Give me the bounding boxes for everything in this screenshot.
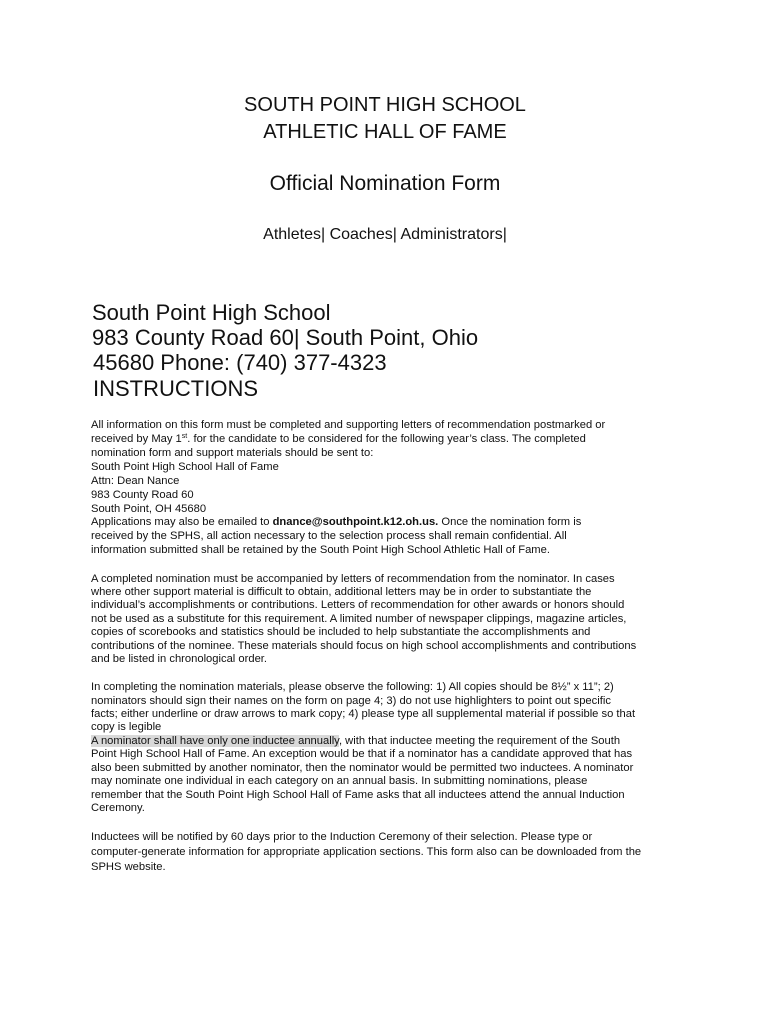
mailing-attn: Attn: Dean Nance (91, 475, 180, 487)
p2-line: individual’s accomplishments or contributions. Letters of recommendation for other awards or honors should (91, 599, 625, 611)
p2-line: contributions of the nominee. These materials should focus on high school accomplishments and contributions (91, 640, 637, 652)
p2-line: A completed nomination must be accompanied by letters of recommendation from the nominator. In cases (91, 573, 615, 585)
address-street: 983 County Road 60| South Point, Ohio (92, 325, 479, 350)
email-address-link[interactable]: dnance@southpoint.k12.oh.us. (272, 516, 439, 528)
p3-line-highlight (91, 734, 620, 748)
hall-of-fame-title: ATHLETIC HALL OF FAME (263, 121, 507, 143)
address-school-name: South Point High School (92, 300, 331, 325)
p1-line: All information on this form must be completed and supporting letters of recommendation postmarked or (91, 419, 606, 431)
nominee-categories: Athletes| Coaches| Administrators| (263, 226, 507, 243)
highlighted-rule: A nominator shall have only one inductee annually (91, 735, 339, 747)
p3-line: also been submitted by another nominator, then the nominator would be permitted two inductees. A nominator (91, 762, 634, 774)
p1-line: nomination form and support materials should be sent to: (91, 447, 374, 459)
p1-line: received by the SPHS, all action necessary to the selection process shall remain confidential. All (91, 530, 567, 542)
school-title: SOUTH POINT HIGH SCHOOL (244, 94, 526, 116)
mailing-city: South Point, OH 45680 (91, 503, 207, 515)
p2-line: and be listed in chronological order. (91, 653, 268, 665)
p1-line-deadline (91, 432, 586, 446)
p1-deadline-sup: st (181, 433, 188, 440)
p3-line: remember that the South Point High School Hall of Fame asks that all inductees attend the annual Induction (91, 789, 625, 801)
p3-line: In completing the nomination materials, please observe the following: 1) All copies should be 8½” x 11”; 2) (91, 681, 614, 693)
rule-post: , with that inductee meeting the requirement of the South (338, 735, 621, 747)
p2-line: copies of scorebooks and statistics should be included to help substantiate the accomplishments and (91, 626, 591, 638)
p1-line: information submitted shall be retained by the South Point High School Athletic Hall of Fame. (91, 544, 550, 556)
instructions-heading: INSTRUCTIONS (93, 376, 258, 401)
p4-line: computer-generate information for appropriate application sections. This form also can be downloaded from the (91, 846, 642, 858)
p3-line: Ceremony. (91, 802, 145, 814)
p3-line: copy is legible (91, 721, 162, 733)
p2-line: not be used as a substitute for this requirement. A limited number of newspaper clippings, magazine articles, (91, 613, 627, 625)
p1-deadline-post: . for the candidate to be considered for the following year’s class. The completed (187, 433, 586, 445)
email-post: Once the nomination form is (438, 516, 582, 528)
p1-line-email (91, 515, 581, 529)
p4-line: Inductees will be notified by 60 days prior to the Induction Ceremony of their selection. Please type or (91, 831, 593, 843)
p2-line: where other support material is difficult to obtain, additional letters may be in order to substantiate the (91, 586, 592, 598)
form-title: Official Nomination Form (269, 172, 501, 195)
p3-line: may nominate one individual in each category on an annual basis. In submitting nominations, please (91, 775, 588, 787)
p3-line: Point High School Hall of Fame. An exception would be that if a nominator has a candidate approved that has (91, 748, 633, 760)
mailing-street: 983 County Road 60 (91, 489, 194, 501)
address-zip-phone: 45680 Phone: (740) 377-4323 (93, 350, 387, 375)
p3-line: facts; either underline or draw arrows to mark copy; 4) please type all supplemental material if possible so that (91, 708, 636, 720)
p4-line: SPHS website. (91, 861, 166, 873)
p1-deadline-text: received by May 1 (91, 433, 182, 445)
mailing-name: South Point High School Hall of Fame (91, 461, 279, 473)
email-intro: Applications may also be emailed to (91, 516, 273, 528)
p3-line: nominators should sign their names on the form on page 4; 3) do not use highlighters to point out specific (91, 695, 611, 707)
